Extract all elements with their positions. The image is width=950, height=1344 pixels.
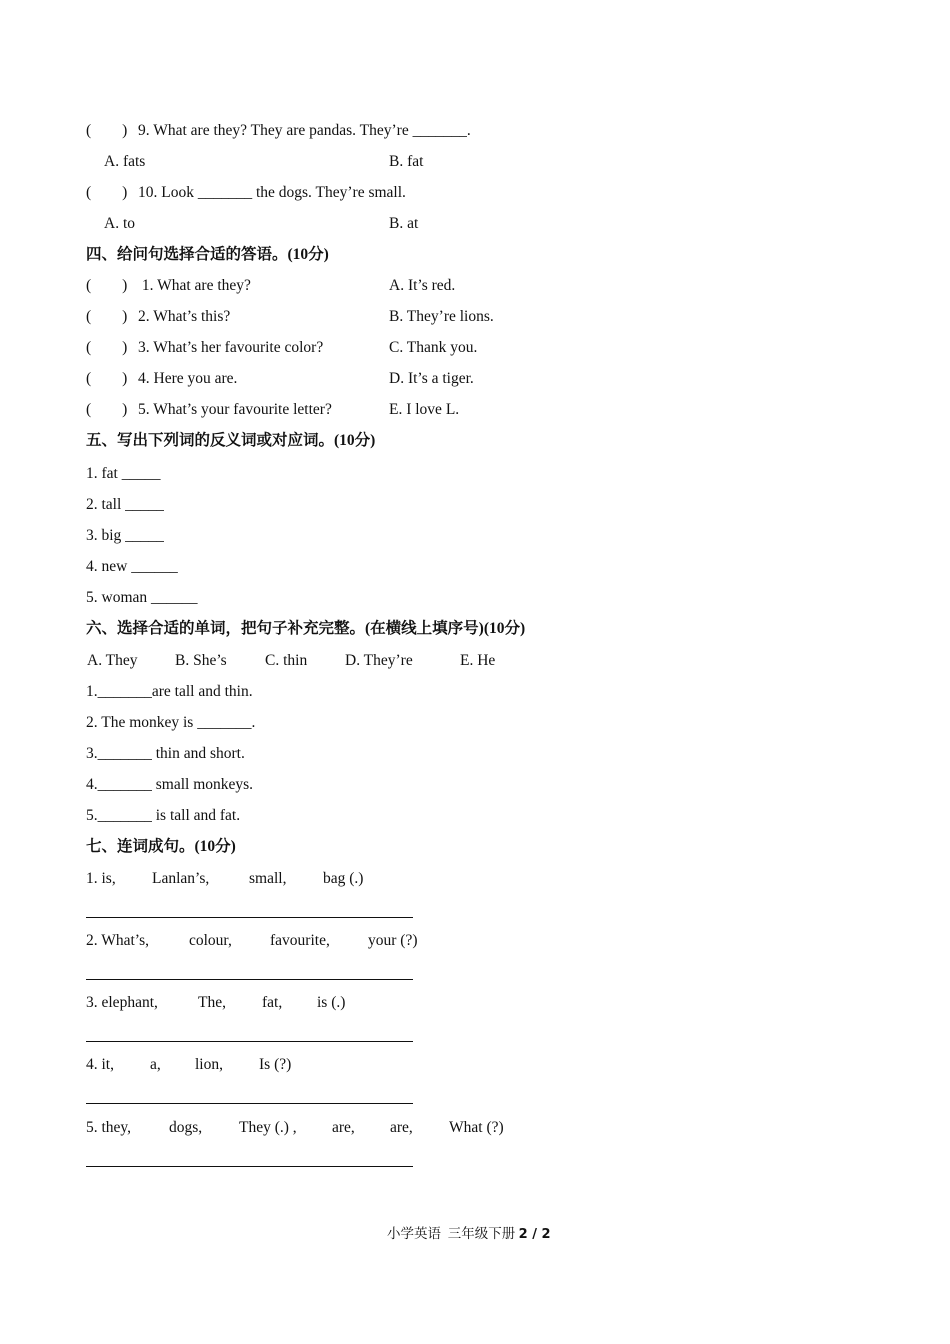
match-question bbox=[86, 338, 323, 358]
word-option: C. thin bbox=[265, 652, 308, 669]
question-10 bbox=[86, 183, 406, 203]
option-a: A. fats bbox=[104, 153, 146, 170]
answer-line bbox=[86, 1041, 413, 1042]
antonym-item: 1. fat _____ bbox=[86, 465, 161, 482]
match-question bbox=[86, 400, 332, 420]
match-answer: C. Thank you. bbox=[389, 339, 478, 356]
section-4-title: 四、给问句选择合适的答语。(10分) bbox=[86, 246, 329, 263]
answer-paren: ( ) bbox=[86, 339, 128, 356]
scrambled-word: your (?) bbox=[368, 932, 418, 949]
answer-paren: ( ) bbox=[86, 122, 128, 139]
word-option: D. They’re bbox=[345, 652, 413, 669]
answer-line bbox=[86, 1166, 413, 1167]
question-text: 2. What’s this? bbox=[138, 308, 231, 325]
question-9 bbox=[86, 121, 471, 141]
match-answer: E. I love L. bbox=[389, 401, 460, 418]
answer-line bbox=[86, 917, 413, 918]
match-answer: D. It’s a tiger. bbox=[389, 370, 474, 387]
section-6-title: 六、选择合适的单词，把句子补充完整。(在横线上填序号)(10分) bbox=[86, 620, 526, 637]
scrambled-word: a, bbox=[150, 1056, 161, 1073]
antonym-item: 3. big _____ bbox=[86, 527, 164, 544]
fill-sentence: 5._______ is tall and fat. bbox=[86, 807, 241, 824]
scrambled-word: Is (?) bbox=[259, 1056, 292, 1073]
question-text: 5. What’s your favourite letter? bbox=[138, 401, 332, 418]
scrambled-word: colour, bbox=[189, 932, 232, 949]
word-option: E. He bbox=[460, 652, 496, 669]
answer-paren: ( ) bbox=[86, 184, 128, 201]
answer-line bbox=[86, 979, 413, 980]
answer-paren: ( ) bbox=[86, 370, 128, 387]
question-text: 10. Look _______ the dogs. They’re small. bbox=[138, 184, 406, 201]
antonym-item: 2. tall _____ bbox=[86, 496, 164, 513]
fill-sentence: 2. The monkey is _______. bbox=[86, 714, 256, 731]
question-text: 1. What are they? bbox=[138, 277, 251, 294]
answer-paren: ( ) bbox=[86, 308, 128, 325]
scrambled-word: 1. is, bbox=[86, 870, 116, 887]
scrambled-word: is (.) bbox=[317, 994, 346, 1011]
section-5-title: 五、写出下列词的反义词或对应词。(10分) bbox=[86, 432, 376, 449]
scrambled-word: They (.) , bbox=[239, 1119, 297, 1136]
match-question bbox=[86, 276, 251, 296]
scrambled-word: lion, bbox=[195, 1056, 223, 1073]
scrambled-word: 3. elephant, bbox=[86, 994, 158, 1011]
fill-sentence: 1._______are tall and thin. bbox=[86, 683, 253, 700]
word-option: B. She’s bbox=[175, 652, 227, 669]
scrambled-word: small, bbox=[249, 870, 287, 887]
word-option: A. They bbox=[87, 652, 138, 669]
match-question bbox=[86, 307, 230, 327]
scrambled-word: dogs, bbox=[169, 1119, 203, 1136]
page-number: 2 / 2 bbox=[518, 1227, 551, 1242]
option-a: A. to bbox=[104, 215, 135, 232]
section-7-title: 七、连词成句。(10分) bbox=[86, 838, 236, 855]
option-b: B. at bbox=[389, 215, 419, 232]
scrambled-word: 4. it, bbox=[86, 1056, 114, 1073]
option-b: B. fat bbox=[389, 153, 424, 170]
antonym-item: 4. new ______ bbox=[86, 558, 178, 575]
question-text: 4. Here you are. bbox=[138, 370, 238, 387]
scrambled-word: The, bbox=[198, 994, 226, 1011]
scrambled-word: 5. they, bbox=[86, 1119, 132, 1136]
page-footer bbox=[387, 1225, 551, 1244]
question-text: 9. What are they? They are pandas. They’re _______. bbox=[138, 122, 471, 139]
answer-paren: ( ) bbox=[86, 277, 128, 294]
scrambled-word: fat, bbox=[262, 994, 283, 1011]
answer-line bbox=[86, 1103, 413, 1104]
question-text: 3. What’s her favourite color? bbox=[138, 339, 324, 356]
scrambled-word: are, bbox=[332, 1119, 355, 1136]
scrambled-word: What (?) bbox=[449, 1119, 504, 1136]
scrambled-word: bag (.) bbox=[323, 870, 364, 887]
scrambled-word: 2. What’s, bbox=[86, 932, 149, 949]
scrambled-word: are, bbox=[390, 1119, 413, 1136]
fill-sentence: 3._______ thin and short. bbox=[86, 745, 245, 762]
antonym-item: 5. woman ______ bbox=[86, 589, 198, 606]
scrambled-word: favourite, bbox=[270, 932, 330, 949]
footer-label: 小学英语 三年级下册 bbox=[387, 1226, 519, 1241]
match-answer: A. It’s red. bbox=[389, 277, 456, 294]
match-answer: B. They’re lions. bbox=[389, 308, 494, 325]
match-question bbox=[86, 369, 237, 389]
scrambled-word: Lanlan’s, bbox=[152, 870, 210, 887]
fill-sentence: 4._______ small monkeys. bbox=[86, 776, 254, 793]
answer-paren: ( ) bbox=[86, 401, 128, 418]
